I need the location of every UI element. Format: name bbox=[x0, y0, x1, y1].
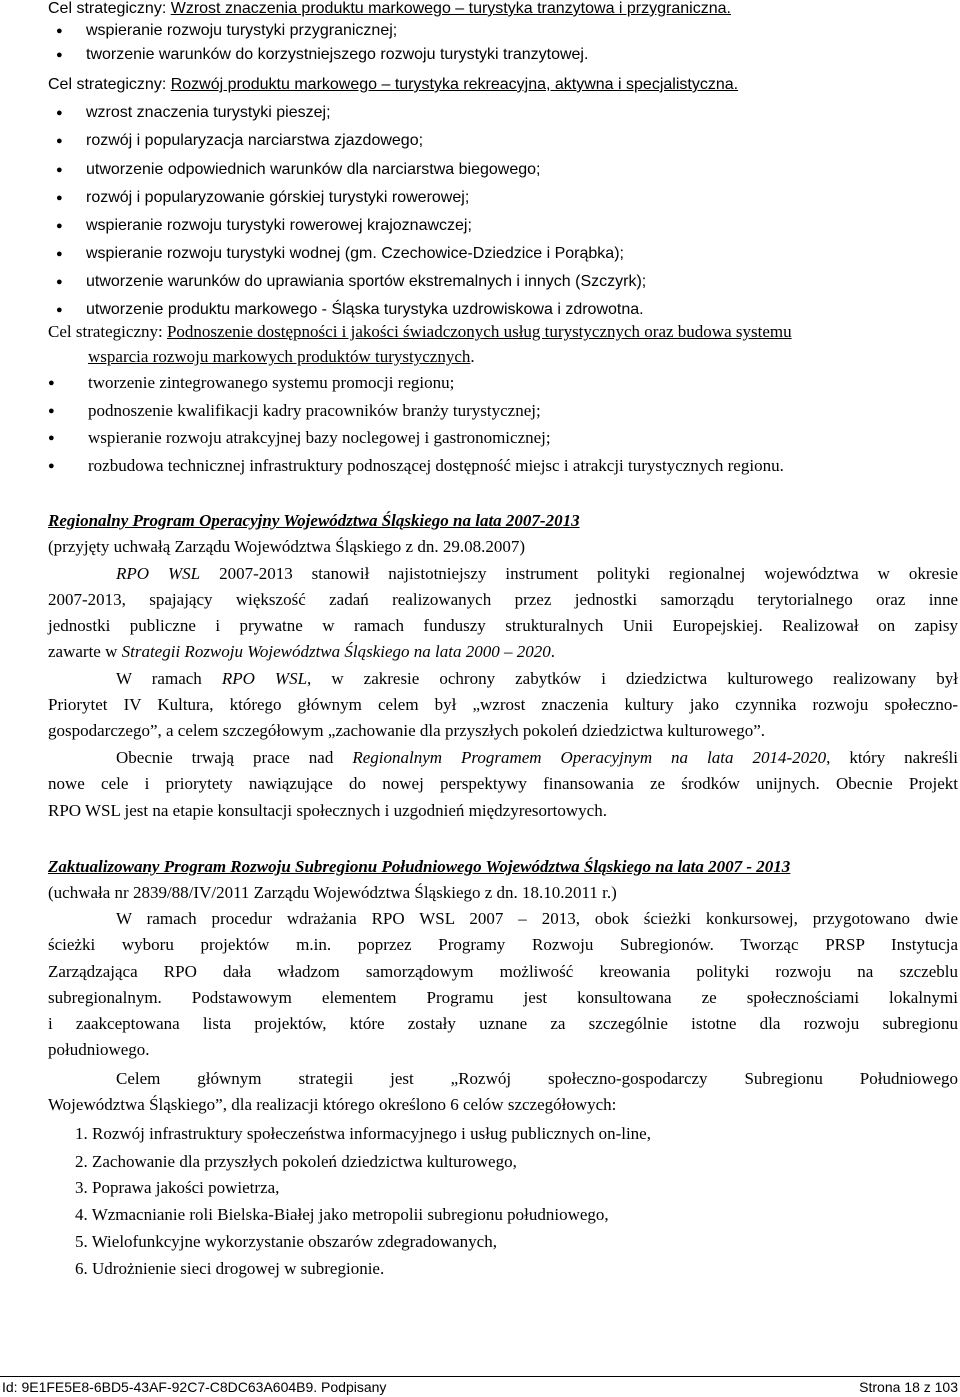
paragraph-line: zawarte w Strategii Rozwoju Województwa Śląskiego na lata 2000 – 2020. bbox=[48, 642, 555, 661]
paragraph-line: W ramach procedur wdrażania RPO WSL 2007 – 2013, obok ścieżki konkursowej, przygotowano dwie bbox=[116, 909, 958, 928]
paragraph-line: nowe cele i priorytety nawiązujące do nowej perspektywy finansowania ze środków unijnych. Obecnie Projekt bbox=[48, 774, 958, 793]
page-number: Strona 18 z 103 bbox=[859, 1379, 958, 1395]
paragraph-line: i zaakceptowana lista projektów, które zostały uznane za szczególnie istotne dla rozwoju subregionu bbox=[48, 1014, 958, 1033]
paragraph-line: Priorytet IV Kultura, którego głównym celem był „wzrost znaczenia kultury jako czynnika rozwoju społeczno- bbox=[48, 695, 958, 714]
list-item: ● wspieranie rozwoju turystyki rowerowej krajoznawczej; bbox=[56, 217, 472, 234]
goal-3-prefix: Cel strategiczny: bbox=[48, 322, 167, 341]
goal-1-line bbox=[48, 0, 731, 20]
paragraph-line: RPO WSL jest na etapie konsultacji społecznych i uzgodnień międzyresortowych. bbox=[48, 801, 607, 820]
list-item: ● wspieranie rozwoju turystyki wodnej (gm. Czechowice-Dziedzice i Porąbka); bbox=[56, 245, 624, 262]
goal-1-prefix: Cel strategiczny: bbox=[48, 0, 171, 17]
paragraph-line: Obecnie trwają prace nad Regionalnym Programem Operacyjnym na lata 2014-2020, który nakreśli bbox=[116, 748, 958, 767]
list-item: ● tworzenie zintegrowanego systemu promocji regionu; bbox=[48, 373, 455, 392]
list-item: ● wspieranie rozwoju turystyki przygranicznej; bbox=[56, 22, 398, 39]
list-item: ● utworzenie odpowiednich warunków dla narciarstwa biegowego; bbox=[56, 161, 541, 178]
paragraph-line: W ramach RPO WSL, w zakresie ochrony zabytków i dziedzictwa kulturowego realizowany był bbox=[116, 669, 958, 688]
paragraph-line: ścieżki wyboru projektów m.in. poprzez Programy Rozwoju Subregionów. Tworząc PRSP Instytucja bbox=[48, 935, 958, 954]
numbered-list-item: 5. Wielofunkcyjne wykorzystanie obszarów zdegradowanych, bbox=[75, 1232, 497, 1251]
paragraph-line: RPO WSL 2007-2013 stanowił najistotniejszy instrument polityki regionalnej województwa w okresie bbox=[116, 564, 958, 583]
numbered-list-item: 4. Wzmacnianie roli Bielska-Białej jako metropolii subregionu południowego, bbox=[75, 1205, 609, 1224]
list-item: ● utworzenie warunków do uprawiania sportów ekstremalnych i innych (Szczyrk); bbox=[56, 273, 647, 290]
paragraph-line: Celem głównym strategii jest „Rozwój społeczno-gospodarczy Subregionu Południowego bbox=[116, 1069, 958, 1088]
numbered-list-item: 6. Udrożnienie sieci drogowej w subregionie. bbox=[75, 1259, 385, 1278]
list-item: ● utworzenie produktu markowego - Śląska turystyka uzdrowiskowa i zdrowotna. bbox=[56, 301, 644, 318]
list-item: ● tworzenie warunków do korzystniejszego rozwoju turystyki tranzytowej. bbox=[56, 46, 589, 63]
goal-3-title-2: wsparcia rozwoju markowych produktów turystycznych bbox=[88, 347, 471, 366]
goal-2-line bbox=[48, 74, 738, 96]
section-1-heading: Regionalny Program Operacyjny Województwa Śląskiego na lata 2007-2013 bbox=[48, 511, 580, 530]
goal-3-title-1: Podnoszenie dostępności i jakości świadczonych usług turystycznych oraz budowa systemu bbox=[166, 322, 792, 341]
goal-3-line-2: wsparcia rozwoju markowych produktów turystycznych. bbox=[88, 347, 475, 366]
section-1-subheading: (przyjęty uchwałą Zarządu Województwa Śląskiego z dn. 29.08.2007) bbox=[48, 537, 526, 556]
paragraph-line: subregionalnym. Podstawowym elementem Programu jest konsultowana ze społecznościami lokalnymi bbox=[48, 988, 958, 1007]
list-item: ● wzrost znaczenia turystyki pieszej; bbox=[56, 104, 331, 121]
list-item: ● rozbudowa technicznej infrastruktury podnoszącej dostępność miejsc i atrakcji turystycznych regionu. bbox=[48, 456, 784, 475]
paragraph-line: 2007-2013, spajający większość zadań realizowanych przez jednostki samorządu terytorialnego oraz inne bbox=[48, 590, 958, 609]
list-item: ● rozwój i popularyzacja narciarstwa zjazdowego; bbox=[56, 132, 424, 149]
paragraph-line: jednostki publiczne i prywatne w ramach funduszy strukturalnych Unii Europejskiej. Realizował on zapisy bbox=[48, 616, 958, 635]
list-item: ● podnoszenie kwalifikacji kadry pracowników branży turystycznej; bbox=[48, 401, 541, 420]
numbered-list-item: 3. Poprawa jakości powietrza, bbox=[75, 1178, 280, 1197]
paragraph-line: południowego. bbox=[48, 1040, 150, 1059]
goal-3-line bbox=[48, 321, 792, 343]
section-2-subheading: (uchwała nr 2839/88/IV/2011 Zarządu Województwa Śląskiego z dn. 18.10.2011 r.) bbox=[48, 883, 617, 902]
paragraph-line: Zarządzająca RPO dała władzom samorządowym możliwość kreowania polityki rozwoju na szczeblu bbox=[48, 962, 958, 981]
numbered-list-item: 1. Rozwój infrastruktury społeczeństwa informacyjnego i usług publicznych on-line, bbox=[75, 1124, 651, 1143]
goal-2-title: Rozwój produktu markowego – turystyka rekreacyjna, aktywna i specjalistyczna. bbox=[170, 76, 739, 93]
paragraph-line: Województwa Śląskiego”, dla realizacji którego określono 6 celów szczegółowych: bbox=[48, 1095, 617, 1114]
numbered-list-item: 2. Zachowanie dla przyszłych pokoleń dziedzictwa kulturowego, bbox=[75, 1152, 517, 1171]
goal-1-title: Wzrost znaczenia produktu markowego – turystyka tranzytowa i przygraniczna. bbox=[170, 0, 731, 17]
list-item: ● wspieranie rozwoju atrakcyjnej bazy noclegowej i gastronomicznej; bbox=[48, 428, 551, 447]
section-2-heading: Zaktualizowany Program Rozwoju Subregionu Południowego Województwa Śląskiego na lata 2007 - 2013 bbox=[48, 857, 791, 876]
page-footer bbox=[0, 1376, 960, 1397]
document-id: Id: 9E1FE5E8-6BD5-43AF-92C7-C8DC63A604B9. Podpisany bbox=[2, 1379, 387, 1395]
paragraph-line: gospodarczego”, a celem szczegółowym „zachowanie dla przyszłych pokoleń dziedzictwa kulturowego”. bbox=[48, 721, 765, 740]
goal-2-prefix: Cel strategiczny: bbox=[48, 76, 171, 93]
list-item: ● rozwój i popularyzowanie górskiej turystyki rowerowej; bbox=[56, 189, 470, 206]
